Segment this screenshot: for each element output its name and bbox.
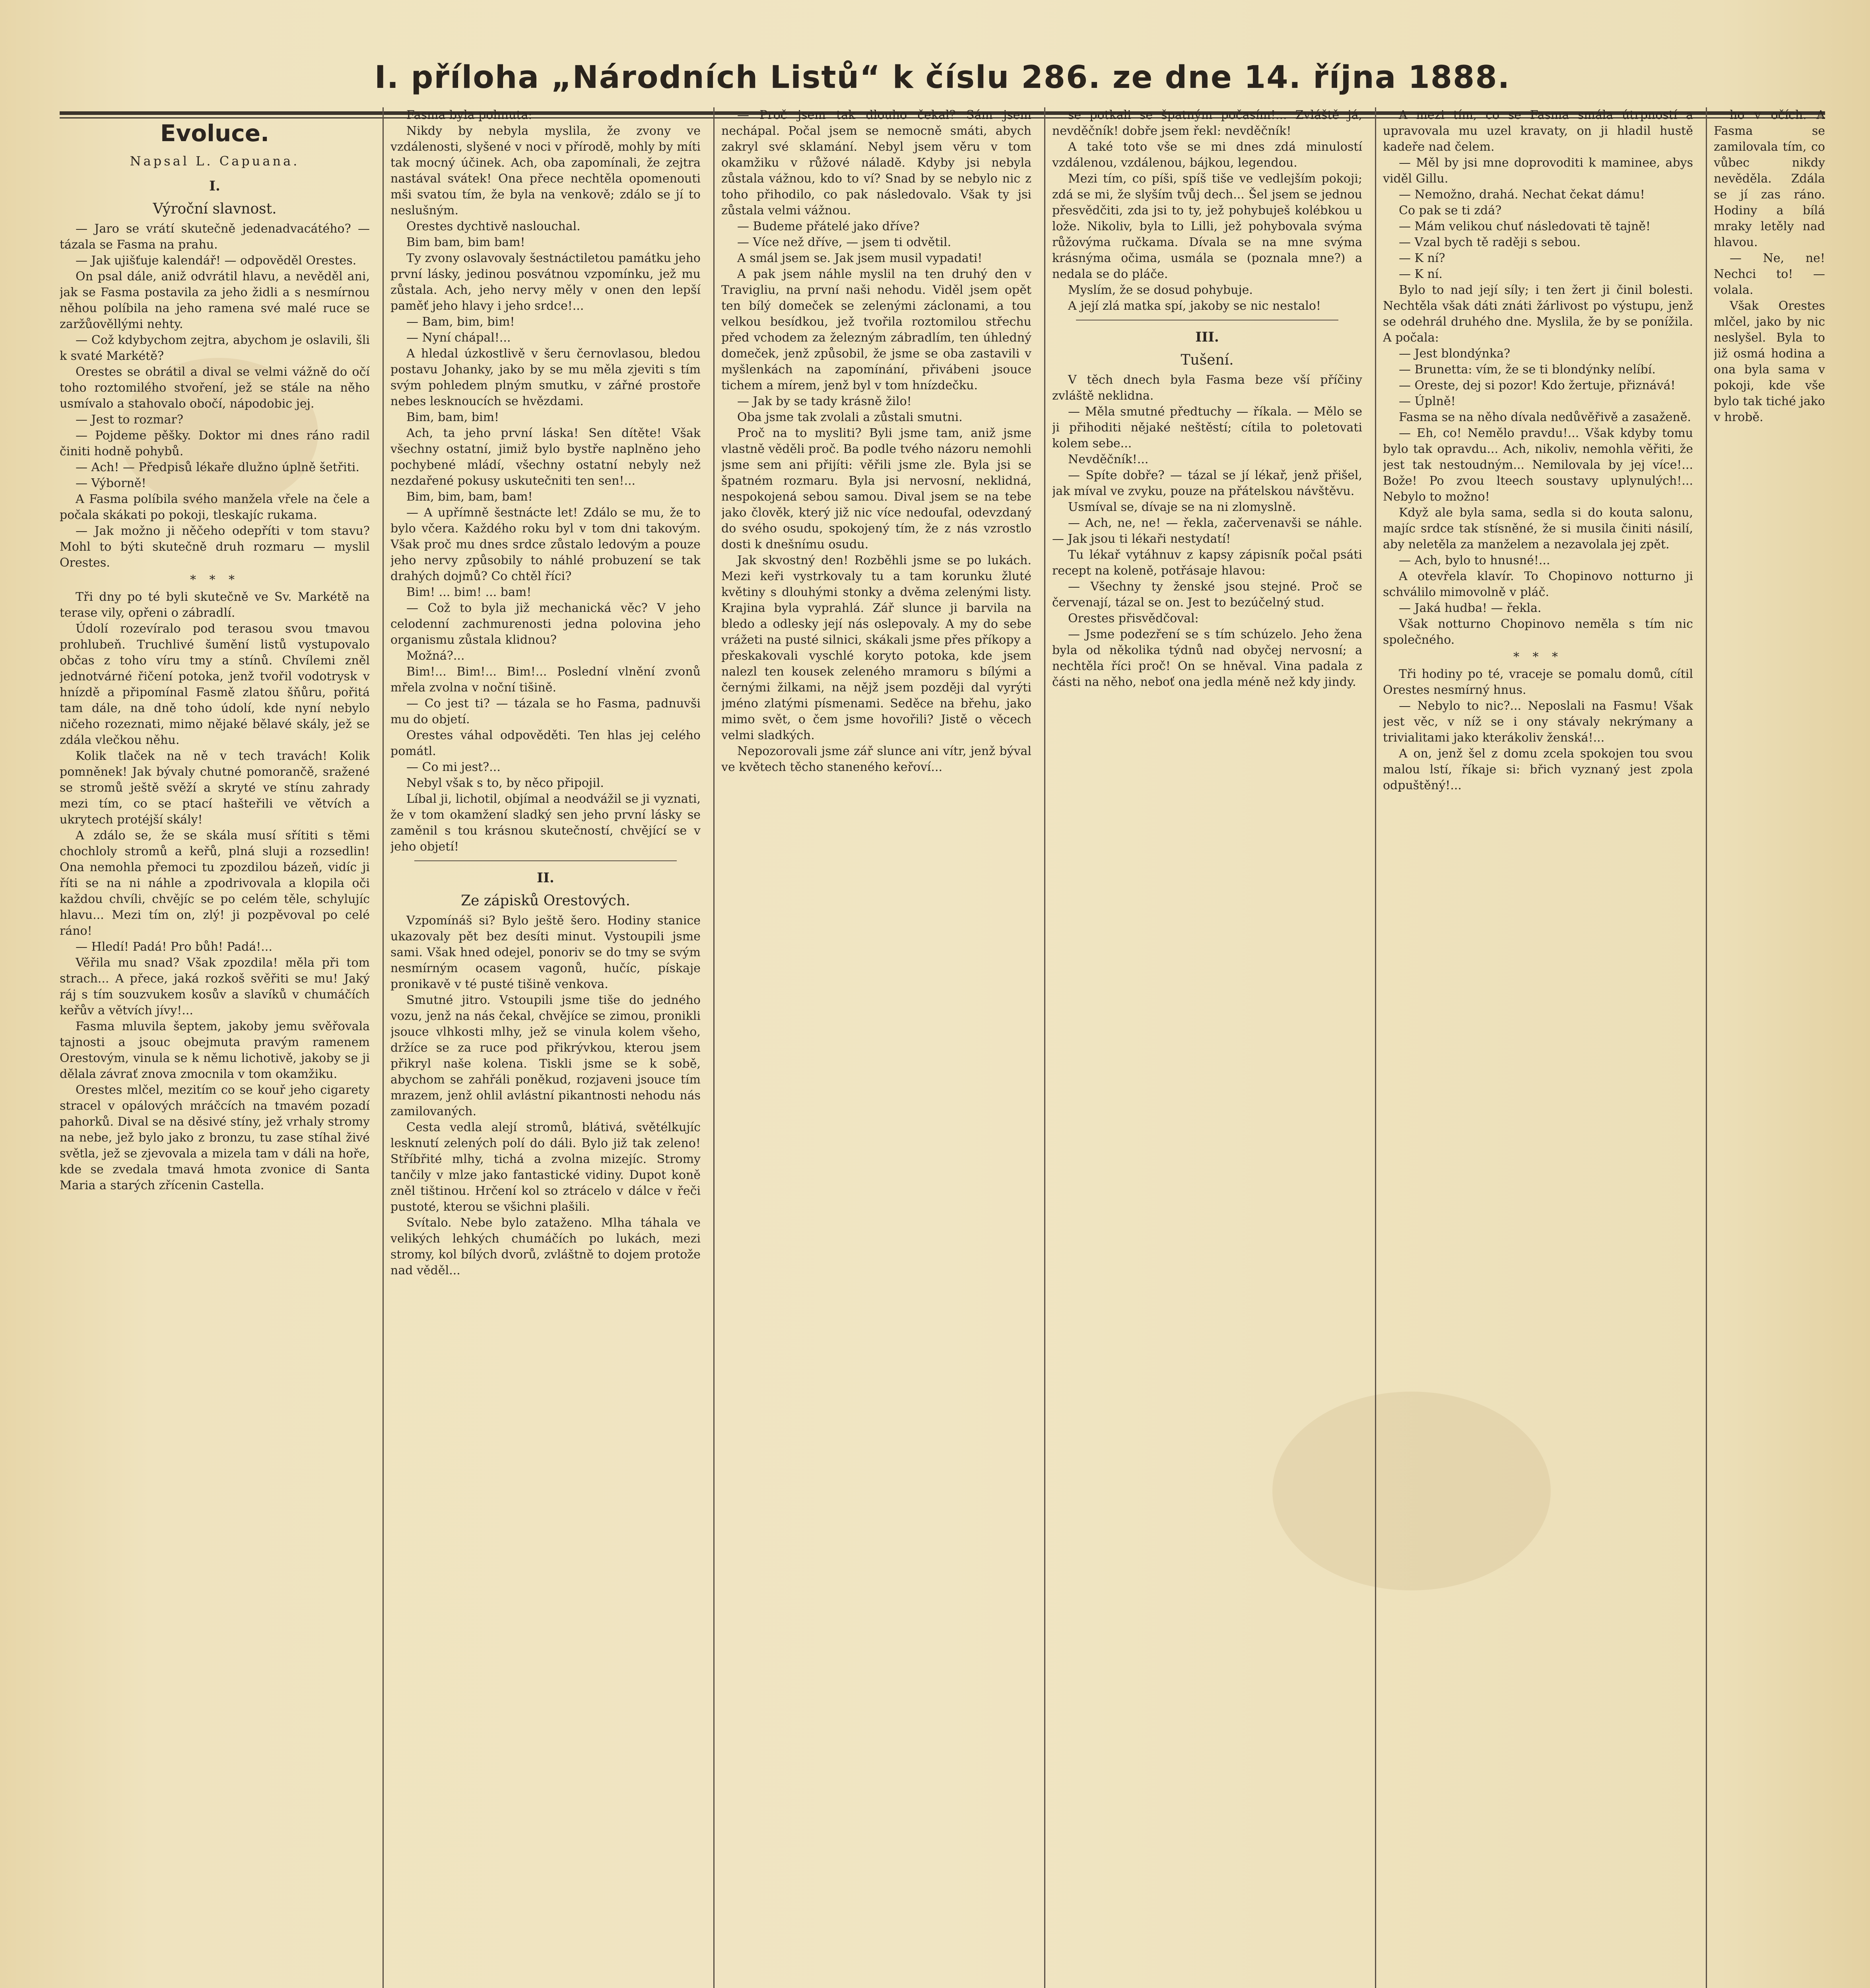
paragraph: — Více než dříve, — jsem ti odvětil.: [737, 235, 952, 249]
column-divider: [383, 107, 384, 1988]
chapter-number: III.: [1195, 329, 1219, 345]
paragraph: — Ach! — Předpisů lékaře dlužno úplně šetřiti.: [76, 460, 359, 474]
paragraph: — Ach, ne, ne! — řekla, začervenavši se náhle. — Jak jsou ti lékaři nestydatí!: [1052, 516, 1362, 546]
paragraph: Orestes se obrátil a dival se velmi vážně do očí toho roztomilého stvoření, jež se stále na něho usmívalo a stahovalo obočí, nápodobic jej.: [60, 365, 370, 411]
paragraph: Jak skvostný den! Rozběhli jsme se po lukách. Mezi keři vystrkovaly tu a tam korunku žluté květiny s dlouhými stonky a dvěma zelenými listy. Krajina byla vyprahlá. Zář slunce ji barvila na bledo a odlesky její nás oslepovaly. A my do sebe vrážeti na pusté silnici, skákali jsme přes příkopy a přeskakovali vyschlé koryto potoka, kde jsem nalezl ten kousek zeleného mramoru s bílými a černými žilkami, na nějž jsem později dal vyrýti jméno zlatými písmenami. Seděce na břehu, jako mimo svět, o čem jsme hovořili? Jistě o věcech velmi sladkých.: [721, 553, 1031, 742]
paragraph: — Měl by jsi mne doprovoditi k maminee, abys viděl Gillu.: [1383, 156, 1693, 186]
paragraph: Fasma mluvila šeptem, jakoby jemu svěřovala tajnosti a jsouc obejmuta pravým ramenem Orestovým, vinula se k němu lichotivě, jakoby se ji dělala závrať znova zmocnila v tom okamžiku.: [60, 1019, 370, 1081]
section-break: * * *: [190, 573, 240, 587]
paragraph: Bylo to nad její síly; i ten žert ji činil bolesti. Nechtěla však dáti znáti žárlivost po výstupu, jenž se odehrál druhého dne. Myslila, že by se ponížila. A počala:: [1383, 283, 1693, 345]
paragraph: Údolí rozevíralo pod terasou svou tmavou prohlubeň. Truchlivé šumění listů vystupovalo občas z toho víru tmy a stínů. Chvílemi zněl jednotvárné řičení potoka, jenž tvořil vodotrysk v hnízdě a připomínal Fasmě zlatou šňůru, pořitá tam dále, na dně toho údolí, kde nyní nebylo ničeho rozeznati, mimo nějaké bělavé skály, jež se zdála vlečkou něhu.: [60, 622, 370, 747]
paragraph: Fasma byla pohnuta:: [406, 108, 532, 122]
chapter-title: Tušení.: [1181, 352, 1234, 368]
paragraph: Však Orestes mlčel, jako by nic neslyšel. Byla to již osmá hodina a ona byla sama v pokoji, kde vše bylo tak tiché jako v hrobě.: [1714, 299, 1825, 424]
paragraph: — Co mi jest?...: [406, 760, 501, 774]
paragraph: A pak jsem náhle myslil na ten druhý den v Travigliu, na první naši nehodu. Viděl jsem opět ten bílý domeček se zelenými záclonami, a tou velkou besídkou, jež tvořila roztomilou střechu před vchodem za železným zábradlím, ten úhledný domeček, jenž způsobil, že jsme se oba zastavili v myšlenkách na zapomínání, přivábeni jsouce tichem a mírem, jenž byl v tom hnízdečku.: [721, 267, 1031, 392]
paragraph: Orestes mlčel, mezitím co se kouř jeho cigarety stracel v opálových mráčcích na tmavém pozadí pahorků. Dival se na děsivé stíny, jež vrhaly stromy na nebe, jež bylo jako z bronzu, tu zase stíhal živé světla, jež se zjevovala a mizela tam v dáli na hoře, kde se zvedala tmavá hmota zvonice di Santa Maria a starých zřícenin Castella.: [60, 1083, 370, 1192]
paragraph: — Výborně!: [76, 476, 146, 490]
paragraph: Tři dny po té byli skutečně ve Sv. Markétě na terase vily, opřeni o zábradlí.: [60, 590, 370, 620]
paragraph: A zdálo se, že se skála musí sřítiti s těmi chochloly stromů a keřů, plná sluji a rozsedlin! Ona nemohla přemoci tu zpozdilou bázeň, vidíc ji říti se na ni náhle a zpodrivovala a klopila oči každou chvíli, chvějíc se po celém těle, schylujíc hlavu... Mezi tím on, zlý! ji pozpěvoval po celé ráno!: [60, 829, 370, 938]
paragraph: — Jest to rozmar?: [76, 413, 183, 427]
paragraph: Oba jsme tak zvolali a zůstali smutni.: [737, 410, 963, 424]
column-4: [1052, 107, 1362, 1988]
paragraph: — Vzal bych tě raději s sebou.: [1399, 235, 1581, 249]
paragraph: se potkali se špatným počasím!... Zvláště já, nevděčník! dobře jsem řekl: nevděčník!: [1052, 108, 1362, 138]
paragraph: Proč na to mysliti? Byli jsme tam, aniž jsme vlastně věděli proč. Ba podle tvého názoru nemohli jsme sem ani přijíti: věřili jsme zle. Byla jsi se špatném rozmaru. Byla jsi nervosní, neklidná, nespokojená sebou samou. Dival jsem se na tebe jako člověk, který již nic více nedoufal, odevzdaný do svého osudu, spokojený tím, že z nás vzrostlo dosti k dnešnímu osudu.: [721, 426, 1031, 551]
paragraph: Usmíval se, dívaje se na ni zlomyslně.: [1068, 500, 1296, 514]
paragraph: — Jak ujišťuje kalendář! — odpověděl Orestes.: [76, 254, 357, 268]
paragraph: Fasma se na něho dívala nedůvěřivě a zasaženě.: [1399, 410, 1691, 424]
paragraph: A její zlá matka spí, jakoby se nic nestalo!: [1068, 299, 1321, 313]
paragraph: — Měla smutné předtuchy — říkala. — Mělo se ji přihoditi nějaké neštěstí; cítila to poletovati kolem sebe...: [1052, 405, 1362, 450]
paragraph-list: [60, 589, 370, 1194]
paragraph: A hledal úzkostlivě v šeru černovlasou, bledou postavu Johanky, jako by se mu měla zjeviti s tím svým pohledem plným smutku, v zářné prostoře nebes lesknoucích se hvězdami.: [390, 347, 701, 408]
paragraph: Orestes přisvědčoval:: [1068, 612, 1199, 625]
chapter-title: Výroční slavnost.: [153, 201, 277, 217]
column-6: [1714, 107, 1825, 1988]
paragraph: Bim!... Bim!... Bim!... Poslední vlnění zvonů mřela zvolna v noční tišině.: [390, 665, 701, 695]
paragraph: Smutné jitro. Vstoupili jsme tiše do jedného vozu, jenž na nás čekal, chvějíce se zimou, pronikli jsouce vlhkosti mlhy, jež se vinula kolem všeho, držíce se za ruce pod přikrývkou, kterou jsem přikryl naše kolena. Tiskli jsme se k sobě, abychom se zahřáli poněkud, rozjaveni jsouce tím mrazem, jenž ohlil avlástní pikantnosti nehodu nás zamilovaných.: [390, 993, 701, 1118]
paragraph: Ty zvony oslavovaly šestnáctiletou památku jeho první lásky, jedinou posvátnou vzpomínku, jež mu zůstala. Ach, jeho nervy měly v onen den lepší paměť jeho hlavy i jeho srdce!...: [390, 251, 701, 313]
column-3: [721, 107, 1031, 1988]
paragraph: — Brunetta: vím, že se ti blondýnky nelíbí.: [1399, 363, 1656, 377]
paragraph: — Co jest ti? — tázala se ho Fasma, padnuvši mu do objetí.: [390, 697, 701, 726]
paragraph: — K ní.: [1399, 267, 1443, 281]
chapter-number: I.: [209, 178, 220, 194]
paragraph: Však notturno Chopinovo neměla s tím nic společného.: [1383, 617, 1693, 647]
paragraph: Bim bam, bim bam!: [406, 235, 525, 249]
paragraph: Nebyl však s to, by něco připojil.: [406, 776, 604, 790]
paragraph: Bim, bim, bam, bam!: [406, 490, 533, 504]
paragraph: Tu lékař vytáhnuv z kapsy zápisník počal psáti recept na koleně, potřásaje hlavou:: [1052, 548, 1362, 578]
paragraph-list: [1383, 666, 1693, 794]
divider: [414, 860, 677, 861]
paragraph: Mezi tím, co píši, spíš tiše ve vedlejším pokoji; zdá se mi, že slyším tvůj dech... Šel jsem se jednou přesvědčiti, zda jsi to ty, jež pohybuješ kolébkou u lože. Nikoliv, byla to Lilli, jež pohybovala svýma růžovýma ručkama. Dívala se na mne svýma krásnýma očima, usmála se (poznala mne?) a nedala se do pláče.: [1052, 172, 1362, 281]
paragraph: Myslím, že se dosud pohybuje.: [1068, 283, 1253, 297]
paragraph: — Spíte dobře? — tázal se jí lékař, jenž přišel, jak míval ve zvyku, pouze na přátelskou návštěvu.: [1052, 468, 1362, 498]
paragraph: — Jaká hudba! — řekla.: [1399, 601, 1542, 615]
paragraph: A Fasma políbila svého manžela vřele na čele a počala skákati po pokoji, tleskajíc rukama.: [60, 492, 370, 522]
paragraph: — Nyní chápal!...: [406, 331, 511, 345]
paragraph: — Budeme přátelé jako dříve?: [737, 219, 920, 233]
paragraph-list: [60, 221, 370, 571]
paragraph: A mezi tím, co se Fasma smála útrpností a upravovala mu uzel kravaty, on ji hladil hustě kadeře nad čelem.: [1383, 108, 1693, 154]
paragraph: — A upřímně šestnácte let! Zdálo se mu, že to bylo včera. Každého roku byl v tom dni takovým. Však proč mu dnes srdce zůstalo ledovým a pouze jeho nervy způsobily to náhlé probuzení se tak drahých dojmů? Co chtěl říci?: [390, 506, 701, 583]
paragraph: — Jak by se tady krásně žilo!: [737, 394, 912, 408]
paragraph: — Hledí! Padá! Pro bůh! Padá!...: [76, 940, 272, 954]
paragraph: Svítalo. Nebe bylo zataženo. Mlha táhala ve velikých lehkých chumáčích po lukách, mezi stromy, kol bílých dvorů, zvláštně to dojem protože nad věděl...: [390, 1216, 701, 1277]
paragraph: On psal dále, aniž odvrátil hlavu, a nevěděl ani, jak se Fasma postavila za jeho židli a s nesmírnou něhou políbila na jeho ramena své malé ruce se zaržůověllými nehty.: [60, 270, 370, 331]
paragraph: A také toto vše se mi dnes zdá minulostí vzdálenou, vzdálenou, bájkou, legendou.: [1052, 140, 1362, 170]
paragraph-list: [390, 107, 701, 855]
paragraph: Orestes dychtivě naslouchal.: [406, 219, 581, 233]
column-divider: [1044, 107, 1045, 1988]
paragraph: V těch dnech byla Fasma beze vší příčiny zvláště neklidna.: [1052, 373, 1362, 403]
paragraph: Možná?...: [406, 649, 465, 663]
paragraph: Věřila mu snad? Však zpozdila! měla při tom strach... A přece, jaká rozkoš svěřiti se mu! Jaký ráj s tím souzvukem kosův a slavíků v chumáčích keřův a větvích jívy!...: [60, 956, 370, 1017]
paragraph: Orestes váhal odpověděti. Ten hlas jej celého pomátl.: [390, 728, 701, 758]
paragraph: Co pak se ti zdá?: [1399, 204, 1502, 217]
paragraph: Ach, ta jeho první láska! Sen dítěte! Však všechny ostatní, jimiž bylo bystře naplněno jeho pochybené mládí, všechny ostatní nebyly než nezdařené pokusy uskutečniti ten sen!...: [390, 426, 701, 488]
paragraph-list: [1383, 107, 1693, 648]
article-columns: [60, 107, 1825, 1988]
column-5: [1383, 107, 1693, 1988]
paragraph-list: [1052, 107, 1362, 314]
column-2: [390, 107, 701, 1988]
paragraph: — Což to byla již mechanická věc? V jeho celodenní zachmurenosti jedna polovina jeho organismu zůstala klidnou?: [390, 601, 701, 647]
paragraph: A otevřela klavír. To Chopinovo notturno ji schválilo mimovolně v pláč.: [1383, 569, 1693, 599]
column-1: [60, 107, 370, 1988]
paragraph: Cesta vedla alejí stromů, blátivá, světélkujíc lesknutí zelených polí do dáli. Bylo již tak zeleno! Stříbřité mlhy, tichá a zvolna mizejíc. Stromy tančily v mlze jako fantastické vidiny. Dupot koně zněl tištinou. Hrčení kol so ztrácelo v dálce v řeči pustoté, kterou se všichni plašili.: [390, 1120, 701, 1214]
paragraph: — Jsme podezření se s tím schúzelo. Jeho žena byla od několika týdnů nad obyčej nervosní; a nechtěla říci proč! On se hněval. Vina padala z části na něho, neboť ona jedla méně než kdy jindy.: [1052, 627, 1362, 689]
paragraph: — Nemožno, drahá. Nechat čekat dámu!: [1399, 188, 1645, 202]
column-divider: [1706, 107, 1707, 1988]
paragraph: — Oreste, dej si pozor! Kdo žertuje, přiznává!: [1399, 379, 1676, 392]
paragraph: Bim! ... bim! ... bam!: [406, 585, 532, 599]
page-title: I. příloha „Národních Listů“ k číslu 286. ze dne 14. října 1888.: [374, 60, 1511, 95]
paragraph: Kolik tlaček na ně v tech travách! Kolik pomněnek! Jak bývaly chutné pomorančě, sražené se stromů ještě svěží a skryté ve stínu zahrady mezi tím, co se ptací hašteřili ve větvích a ukrytech protéjší skály!: [60, 749, 370, 827]
paragraph-list: [390, 913, 701, 1279]
paragraph: — Jaro se vrátí skutečně jedenadvacátého? — tázala se Fasma na prahu.: [60, 222, 370, 252]
paragraph: Nikdy by nebyla myslila, že zvony ve vzdálenosti, slyšené v noci v přírodě, mohly by míti tak mocný účinek. Ach, oba zapomínali, že zejtra nastával svátek! Ona přece nechtěla opomenouti mši svatou tím, že byla na venkově; zdálo se jí to neslušným.: [390, 124, 701, 217]
paragraph: — Pojdeme pěšky. Doktor mi dnes ráno radil činiti hodně pohybů.: [60, 429, 370, 458]
paragraph: ho v očích. A Fasma se zamilovala tím, co vůbec nikdy nevěděla. Zdála se jí zas ráno. Hodiny a bílá mraky letěly nad hlavou.: [1714, 108, 1825, 249]
paragraph: — Eh, co! Nemělo pravdu!... Však kdyby tomu bylo tak opravdu... Ach, nikoliv, nemohla věřiti, že jest tak nestoudným... Nemilovala by jej více!... Bože! Po zvou lteech soustavy uplynulých!... Nebylo to možno!: [1383, 426, 1693, 504]
paragraph: Když ale byla sama, sedla si do kouta salonu, majíc srdce tak stísněné, že si musila činiti násilí, aby neletěla za manželem a nezavolala jej zpět.: [1383, 506, 1693, 551]
paragraph: — Jak možno ji něčeho odepříti v tom stavu? Mohl to býti skutečně druh rozmaru — myslil Orestes.: [60, 524, 370, 570]
paragraph: Tři hodiny po té, vraceje se pomalu domů, cítil Orestes nesmírný hnus.: [1383, 667, 1693, 697]
chapter-number: II.: [537, 870, 554, 886]
paragraph: — Ach, bylo to hnusné!...: [1399, 553, 1550, 567]
paragraph: — Což kdybychom zejtra, abychom je oslavili, šli k svaté Markétě?: [60, 333, 370, 363]
paragraph: A smál jsem se. Jak jsem musil vypadati!: [737, 251, 983, 265]
paragraph: Bim, bam, bim!: [406, 410, 499, 424]
column-divider: [713, 107, 715, 1988]
paragraph: — Proč jsem tak dlouho čekal? Sám jsem nechápal. Počal jsem se nemocně smáti, abych zakryl své sklamání. Nebyl jsem věru v tom okamžiku v růžové náladě. Kdyby jsi nebyla zůstala vážnou, kdo to ví? Snad by se nebylo nic z toho přihodilo, co pak následovalo. Však ty jsi zůstala velmi vážnou.: [721, 108, 1031, 217]
paragraph-list: [721, 107, 1031, 775]
paragraph-list: [1052, 372, 1362, 690]
paragraph: — Všechny ty ženské jsou stejné. Proč se červenají, tázal se on. Jest to bezúčelný stud.: [1052, 580, 1362, 610]
chapter-title: Ze zápisků Orestových.: [461, 893, 630, 909]
paragraph: — Jest blondýnka?: [1399, 347, 1511, 361]
paragraph: Vzpomínáš si? Bylo ještě šero. Hodiny stanice ukazovaly pět bez desíti minut. Vystoupili jsme sami. Však hned odejel, ponoriv se do tmy se svým nesmírným ocasem vagonů, hučíc, pískaje pronikavě v té pusté tišině venkova.: [390, 914, 701, 991]
column-divider: [1375, 107, 1376, 1988]
article-byline: Napsal L. Capuana.: [130, 153, 300, 169]
paragraph: Nevděčník!...: [1068, 452, 1149, 466]
paragraph: — Nebylo to nic?... Neposlali na Fasmu! Však jest věc, v níž se i ony stávaly nekrýmany a trivialitami jako kterákoliv ženská!...: [1383, 699, 1693, 745]
paragraph: — Ne, ne! Nechci to! — volala.: [1714, 251, 1825, 297]
article-title: Evoluce.: [160, 120, 270, 147]
paragraph-list: [1714, 107, 1825, 425]
paragraph: Nepozorovali jsme zář slunce ani vítr, jenž býval ve květech těcho staneného keřoví...: [721, 744, 1031, 774]
paragraph: — Úplně!: [1399, 394, 1456, 408]
paragraph: — Bam, bim, bim!: [406, 315, 515, 329]
paragraph: — K ní?: [1399, 251, 1445, 265]
paragraph: Líbal ji, lichotil, objímal a neodvážil se ji vyznati, že v tom okamžení sladký sen jeho první lásky se zaměnil s tou krásnou skutečností, chvějící se v jeho objetí!: [390, 792, 701, 854]
section-break: * * *: [1513, 650, 1563, 664]
paragraph: — Mám velikou chuť následovati tě tajně!: [1399, 219, 1651, 233]
paragraph: A on, jenž šel z domu zcela spokojen tou svou malou lstí, říkaje si: břich vyznaný jest zpola odpuštěný!...: [1383, 747, 1693, 792]
